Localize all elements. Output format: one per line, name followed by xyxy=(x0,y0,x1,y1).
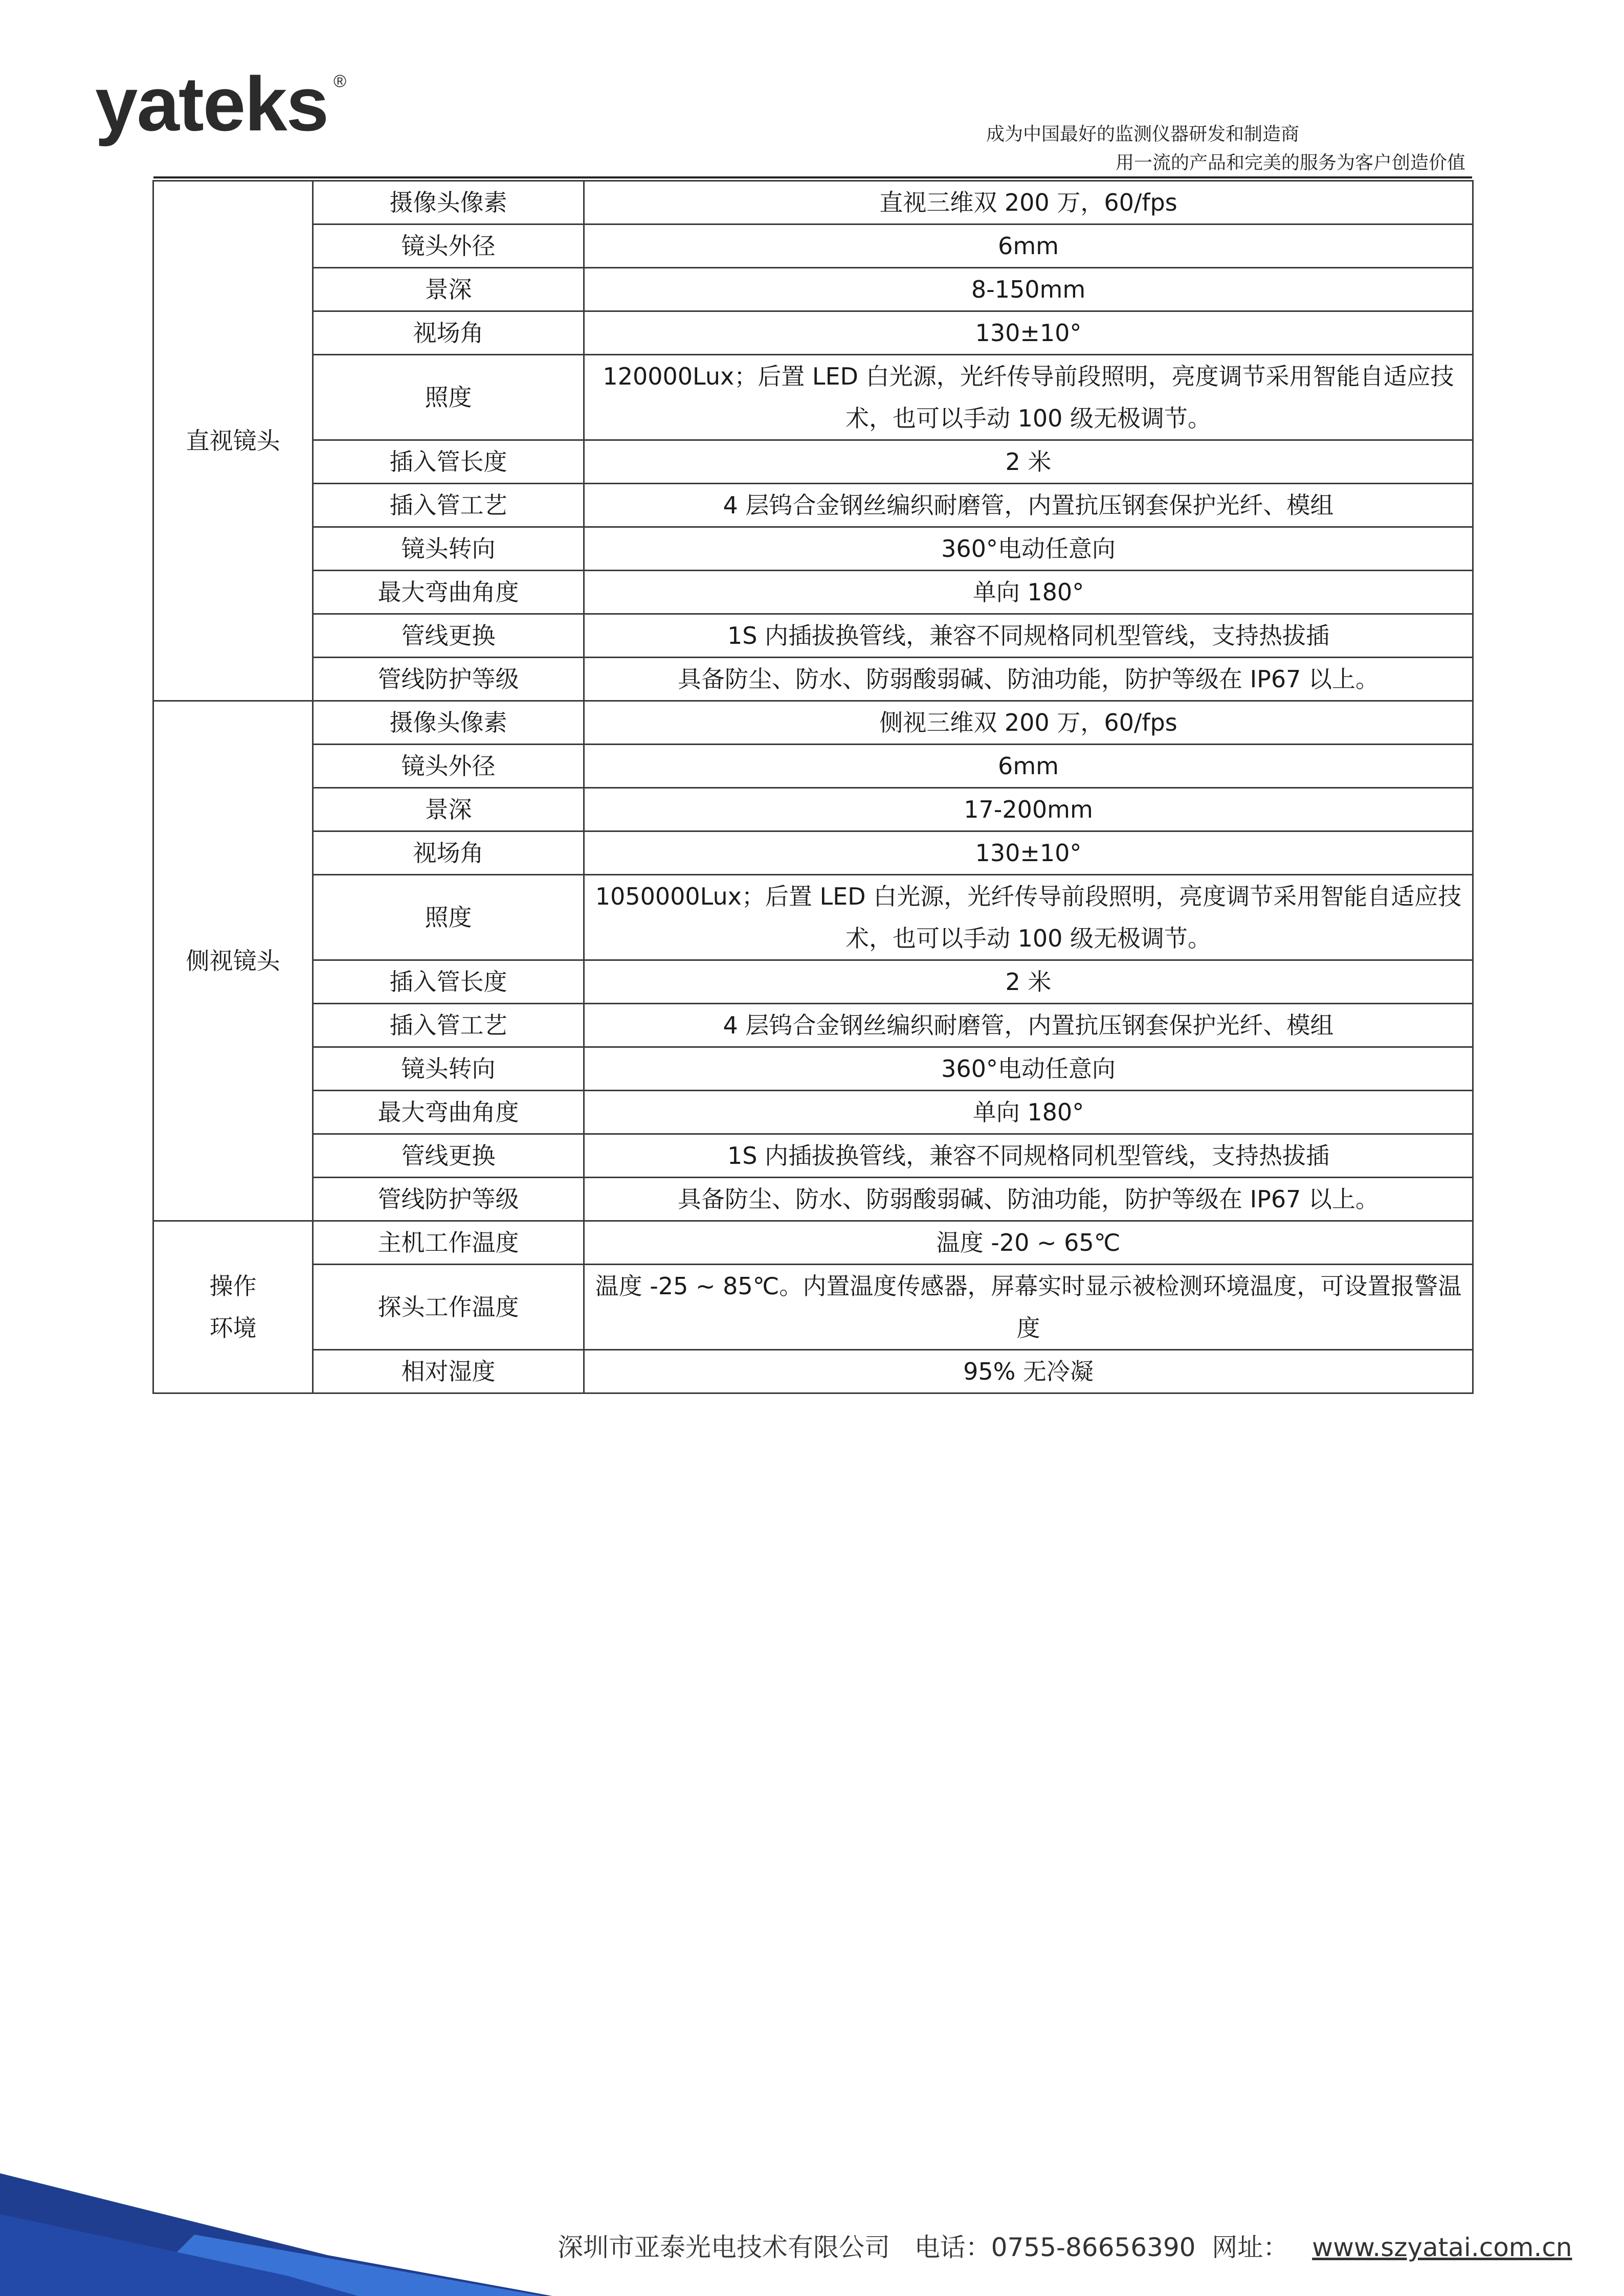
table-row xyxy=(153,224,1473,268)
table-row xyxy=(153,875,1473,960)
param-cell: 主机工作温度 xyxy=(313,1221,584,1265)
value-cell: 侧视三维双 200 万，60/fps xyxy=(584,701,1473,745)
yateks-logo: yateks ® xyxy=(95,61,346,147)
table-row xyxy=(153,355,1473,440)
table-row xyxy=(153,527,1473,571)
param-cell: 探头工作温度 xyxy=(313,1265,584,1350)
table-row xyxy=(153,571,1473,614)
param-cell: 景深 xyxy=(313,788,584,831)
table-row xyxy=(153,960,1473,1004)
footer-company: 深圳市亚泰光电技术有限公司 xyxy=(558,2233,890,2262)
value-cell: 具备防尘、防水、防弱酸弱碱、防油功能，防护等级在 IP67 以上。 xyxy=(584,658,1473,701)
value-cell: 130±10° xyxy=(584,311,1473,355)
value-cell: 2 米 xyxy=(584,960,1473,1004)
table-row xyxy=(153,1091,1473,1134)
param-cell: 插入管工艺 xyxy=(313,1004,584,1047)
footer-web-label: 网址： xyxy=(1212,2233,1289,2262)
param-cell: 管线防护等级 xyxy=(313,658,584,701)
table-row xyxy=(153,1350,1473,1393)
footer-contact xyxy=(558,2227,1572,2264)
value-cell: 130±10° xyxy=(584,831,1473,875)
param-cell: 管线更换 xyxy=(313,614,584,658)
param-cell: 摄像头像素 xyxy=(313,181,584,224)
value-cell: 120000Lux；后置 LED 白光源，光纤传导前段照明，亮度调节采用智能自适应技术，也可以手动 100 级无极调节。 xyxy=(584,355,1473,440)
param-cell: 摄像头像素 xyxy=(313,701,584,745)
footer-website-link[interactable]: www.szyatai.com.cn xyxy=(1312,2233,1572,2262)
table-row xyxy=(153,788,1473,831)
param-cell: 插入管长度 xyxy=(313,440,584,484)
footer-phone: 电话：0755-86656390 xyxy=(914,2233,1196,2262)
param-cell: 最大弯曲角度 xyxy=(313,1091,584,1134)
param-cell: 镜头外径 xyxy=(313,224,584,268)
table-row xyxy=(153,1134,1473,1178)
table-row xyxy=(153,181,1473,224)
param-cell: 管线防护等级 xyxy=(313,1178,584,1221)
table-row xyxy=(153,1178,1473,1221)
table-row xyxy=(153,440,1473,484)
param-cell: 镜头转向 xyxy=(313,1047,584,1091)
value-cell: 单向 180° xyxy=(584,571,1473,614)
table-row xyxy=(153,701,1473,745)
table-row xyxy=(153,484,1473,527)
value-cell: 8-150mm xyxy=(584,268,1473,311)
param-cell: 视场角 xyxy=(313,311,584,355)
param-cell: 相对湿度 xyxy=(313,1350,584,1393)
table-row xyxy=(153,1004,1473,1047)
value-cell: 温度 -20 ~ 65℃ xyxy=(584,1221,1473,1265)
param-cell: 照度 xyxy=(313,355,584,440)
value-cell: 具备防尘、防水、防弱酸弱碱、防油功能，防护等级在 IP67 以上。 xyxy=(584,1178,1473,1221)
param-cell: 视场角 xyxy=(313,831,584,875)
table-row xyxy=(153,1221,1473,1265)
group-label: 直视镜头 xyxy=(186,427,280,455)
spec-table xyxy=(152,180,1474,1394)
table-row xyxy=(153,831,1473,875)
table-row xyxy=(153,1265,1473,1350)
value-cell: 直视三维双 200 万，60/fps xyxy=(584,181,1473,224)
group-label: 操作 环境 xyxy=(209,1272,257,1342)
header-tagline-1: 成为中国最好的监测仪器研发和制造商 xyxy=(986,124,1299,145)
value-cell: 1S 内插拔换管线，兼容不同规格同机型管线，支持热拔插 xyxy=(584,1134,1473,1178)
table-row xyxy=(153,658,1473,701)
header-rule xyxy=(153,176,1472,178)
table-row xyxy=(153,1047,1473,1091)
value-cell: 1050000Lux；后置 LED 白光源，光纤传导前段照明，亮度调节采用智能自适应技术，也可以手动 100 级无极调节。 xyxy=(584,875,1473,960)
param-cell: 插入管长度 xyxy=(313,960,584,1004)
table-row xyxy=(153,268,1473,311)
value-cell: 95% 无冷凝 xyxy=(584,1350,1473,1393)
value-cell: 1S 内插拔换管线，兼容不同规格同机型管线，支持热拔插 xyxy=(584,614,1473,658)
value-cell: 360°电动任意向 xyxy=(584,527,1473,571)
table-row xyxy=(153,311,1473,355)
param-cell: 镜头转向 xyxy=(313,527,584,571)
header-tagline-2: 用一流的产品和完美的服务为客户创造价值 xyxy=(1115,152,1465,173)
group-label-cell xyxy=(153,181,313,701)
param-cell: 照度 xyxy=(313,875,584,960)
value-cell: 17-200mm xyxy=(584,788,1473,831)
group-label: 侧视镜头 xyxy=(186,947,280,975)
value-cell: 4 层钨合金钢丝编织耐磨管，内置抗压钢套保护光纤、模组 xyxy=(584,484,1473,527)
param-cell: 插入管工艺 xyxy=(313,484,584,527)
param-cell: 管线更换 xyxy=(313,1134,584,1178)
value-cell: 温度 -25 ~ 85℃。内置温度传感器，屏幕实时显示被检测环境温度，可设置报警温度 xyxy=(584,1265,1473,1350)
table-row xyxy=(153,614,1473,658)
group-label-cell xyxy=(153,701,313,1221)
value-cell: 6mm xyxy=(584,745,1473,788)
value-cell: 单向 180° xyxy=(584,1091,1473,1134)
param-cell: 镜头外径 xyxy=(313,745,584,788)
param-cell: 最大弯曲角度 xyxy=(313,571,584,614)
param-cell: 景深 xyxy=(313,268,584,311)
value-cell: 4 层钨合金钢丝编织耐磨管，内置抗压钢套保护光纤、模组 xyxy=(584,1004,1473,1047)
value-cell: 6mm xyxy=(584,224,1473,268)
value-cell: 360°电动任意向 xyxy=(584,1047,1473,1091)
group-label-cell xyxy=(153,1221,313,1393)
table-row xyxy=(153,745,1473,788)
value-cell: 2 米 xyxy=(584,440,1473,484)
